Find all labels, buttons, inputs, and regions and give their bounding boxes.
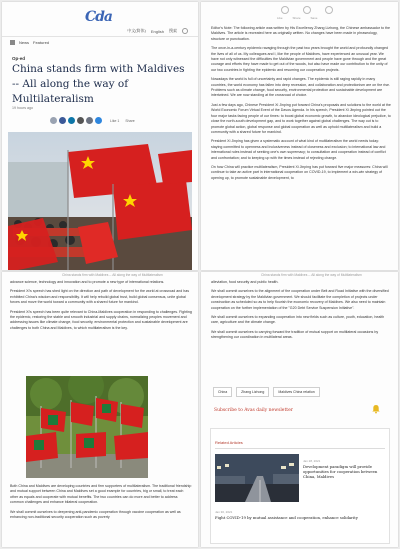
like-label: Like — [277, 16, 283, 20]
page-header-title: China stands firm with Maldives -- All along the way of Multilateralism — [62, 273, 163, 277]
paragraph: We shall commit ourselves to the alignment of the cooperation under Belt and Road Initiative with the diversified development strategy by the Maldivian government. We should facilitate the completion of projects under construction as scheduled so as to help flourish the economic recovery of Maldives. We also need to maintain cooperation on the further implementation of the "G20 Debt Service Suspension Initiative". — [211, 289, 389, 310]
tag-list — [213, 387, 320, 397]
linkedin-icon[interactable] — [68, 117, 75, 124]
page-1 — [2, 2, 198, 270]
article-actions — [281, 6, 333, 14]
tag-maldives-china-relation[interactable]: Maldives China relation — [273, 387, 319, 397]
header-link-search[interactable]: 搜索 — [169, 28, 177, 33]
page-3 — [2, 272, 198, 547]
paragraph: President Xi Jinping has given a systematic account of what kind of multilateralism the world needs today: staying committed to openness and inclusiveness instead of closeness and exclusion; to international law and international rules instead of seeking one's own supremacy; to consultation and cooperation instead of conflict and confrontation; and to keeping up with the times instead of rejecting change. — [211, 139, 386, 160]
related-article-date: Jan 28, 2021 — [303, 459, 321, 463]
facebook-icon[interactable] — [59, 117, 66, 124]
article-body-2 — [10, 280, 192, 335]
related-article-date: Jan 30, 2021 — [215, 510, 233, 514]
article-body-1 — [211, 26, 391, 185]
flags-crowd-photo — [8, 132, 192, 270]
like-count[interactable]: Like 1 — [110, 118, 120, 123]
paragraph: Nowadays the world is full of uncertainty and rapid changes. The epidemic is still raging rapidly in many countries, the world economy has fallen into deep recession, and collaboration and protectionism are on the rise. Problems such as climate change, food security, environmental protection and sustainable development are intertwined. We are now standing at the crossroad of choice. — [211, 77, 390, 98]
breadcrumb-featured[interactable]: Featured — [33, 40, 50, 45]
share-label[interactable]: Share — [125, 118, 135, 123]
email-icon[interactable] — [86, 117, 93, 124]
share-bar — [50, 117, 135, 124]
related-article-title-link[interactable]: Fight COVID-19 by mutual assistance and cooperation, enhance solidarity — [215, 515, 358, 520]
paragraph: We shall commit ourselves to expanding cooperation into new fields such as culture, youth, education, health care, agriculture and the climate change. — [211, 315, 385, 325]
like-icon[interactable] — [281, 6, 289, 14]
paragraph: Both China and Maldives are developing countries and firm supporters of multilateralism. The traditional friendship and mutual support between China and Maldives set a good example for countries, big or small, to treat each other as equals and cooperate with mutual benefits. The two countries can do more and better to address common challenges and enhance bilateral cooperation. — [10, 484, 192, 505]
header-divider — [2, 36, 198, 37]
article-body-4 — [211, 280, 391, 345]
paragraph: alleviation, food security and public health. — [211, 280, 279, 284]
bell-icon[interactable] — [371, 404, 381, 414]
twitter-icon[interactable] — [77, 117, 84, 124]
site-logo[interactable]: Cda — [85, 9, 113, 25]
tag-china[interactable]: China — [213, 387, 232, 397]
article-time: 19 hours ago — [12, 106, 33, 110]
paragraph: We shall commit ourselves to carrying forward the tradition of mutual support on multilateral occasions by strengthening our coordination in multilateral areas. — [211, 329, 379, 340]
print-icon[interactable] — [50, 117, 57, 124]
messenger-icon[interactable] — [95, 117, 102, 124]
menu-icon[interactable] — [182, 28, 188, 34]
article-headline: China stands firm with Maldives -- All along the way of Multilateralism — [12, 63, 185, 105]
paragraph: President Xi's speech has shed light on the direction and path of development for the world at crossroad and has exhibited China's wisdom and responsibility. It will help rebuild global trust, build global consensus, unite global forces and move the world toward a community with a shared future for mankind. — [10, 289, 190, 305]
editors-note: Editor's Note: The following article was written by His Excellency Zhang Lizhong, the Chinese ambassador to the Maldives. The article is recreated here as originally written. No changes have been made in phraseology, structure or punctuation. — [211, 26, 390, 41]
paragraph: The once-in-a-century epidemic ravaging through the past two years brought the world and profoundly changed the lives of all of us. My colleagues and I, like the people of Maldives, have experienced an unusual year. We have not only witnessed the difficulties the Maldivian government and people have gone through and the great courage and efforts they have made to get out of the woods, but also have made our contribution to the unity of our two countries in fighting the epidemic and resuming our cooperation projects. — [211, 46, 388, 72]
share-action-label: Share — [292, 16, 301, 20]
page-header-title: China stands firm with Maldives -- All along the way of Multilateralism — [261, 273, 362, 277]
tag-zhang-lizhong[interactable]: Zhang Lizhong — [236, 387, 269, 397]
maldives-flags-photo — [26, 376, 148, 478]
paragraph: Just a few days ago, Chinese President Xi Jinping put forward China's proposals and solutions to the world at the World Economic Forum Virtual Event of the Davos Agenda. In his speech, President Xi Jinping pointed out the four major tasks facing people of our times: to boost global economic growth, to abandon ideological prejudice, to close the north-south development gap, and to work together against global challenges. The way out is to promote global action, global response and global cooperation as well as uphold multilateralism and build a community with a shared future for mankind. — [211, 102, 391, 134]
page-2 — [201, 2, 398, 270]
paragraph: advance science, technology and innovation and to promote a new type of international relations. — [10, 280, 165, 284]
paragraph: On how China will practice multilateralism, President Xi Jinping has put forward five major measures: China will continue to take an active part in international cooperation on COVID-19, to implement a win-win strategy of opening up, to promote sustainable development, to — [211, 164, 388, 180]
share-icon[interactable] — [303, 6, 311, 14]
breadcrumb — [10, 40, 49, 45]
save-label: Save — [310, 16, 318, 20]
paragraph: We shall commit ourselves to deepening anti-pandemic cooperation through vaccine cooperation as well as enhancing non-traditional security cooperation such as poverty — [10, 509, 181, 520]
related-divider — [215, 448, 385, 449]
related-article-title-link[interactable]: Development paradigm will provide opportunities for cooperation between China, Maldives — [303, 464, 378, 479]
header-links — [127, 28, 188, 34]
page-4 — [201, 272, 398, 547]
newsletter-subscribe-link[interactable]: Subscribe to Avas daily newsletter — [214, 408, 293, 413]
header-link-english[interactable]: English — [150, 28, 164, 34]
home-icon[interactable] — [10, 40, 15, 45]
article-body-3 — [10, 484, 192, 524]
bookmark-icon[interactable] — [325, 6, 333, 14]
breadcrumb-news[interactable]: News — [19, 40, 30, 45]
related-articles-title: Related Articles — [215, 440, 243, 445]
article-kicker: Op-ed — [12, 56, 25, 61]
related-article-thumbnail[interactable] — [215, 454, 299, 502]
header-link-chinese[interactable]: 中文(简体) — [127, 28, 146, 33]
paragraph: President Xi's speech has been quite relevant to China-Maldives cooperation in responding to challenges. Fighting the epidemic, restoring the stable and smooth industrial and supply chains, normalizing peoples movement and addressing issues like climate change, food security, environmental protection and sustainable development are challenges to both China and Maldives, to which multilateralism is the key. — [10, 309, 192, 330]
article-action-labels — [277, 16, 317, 20]
